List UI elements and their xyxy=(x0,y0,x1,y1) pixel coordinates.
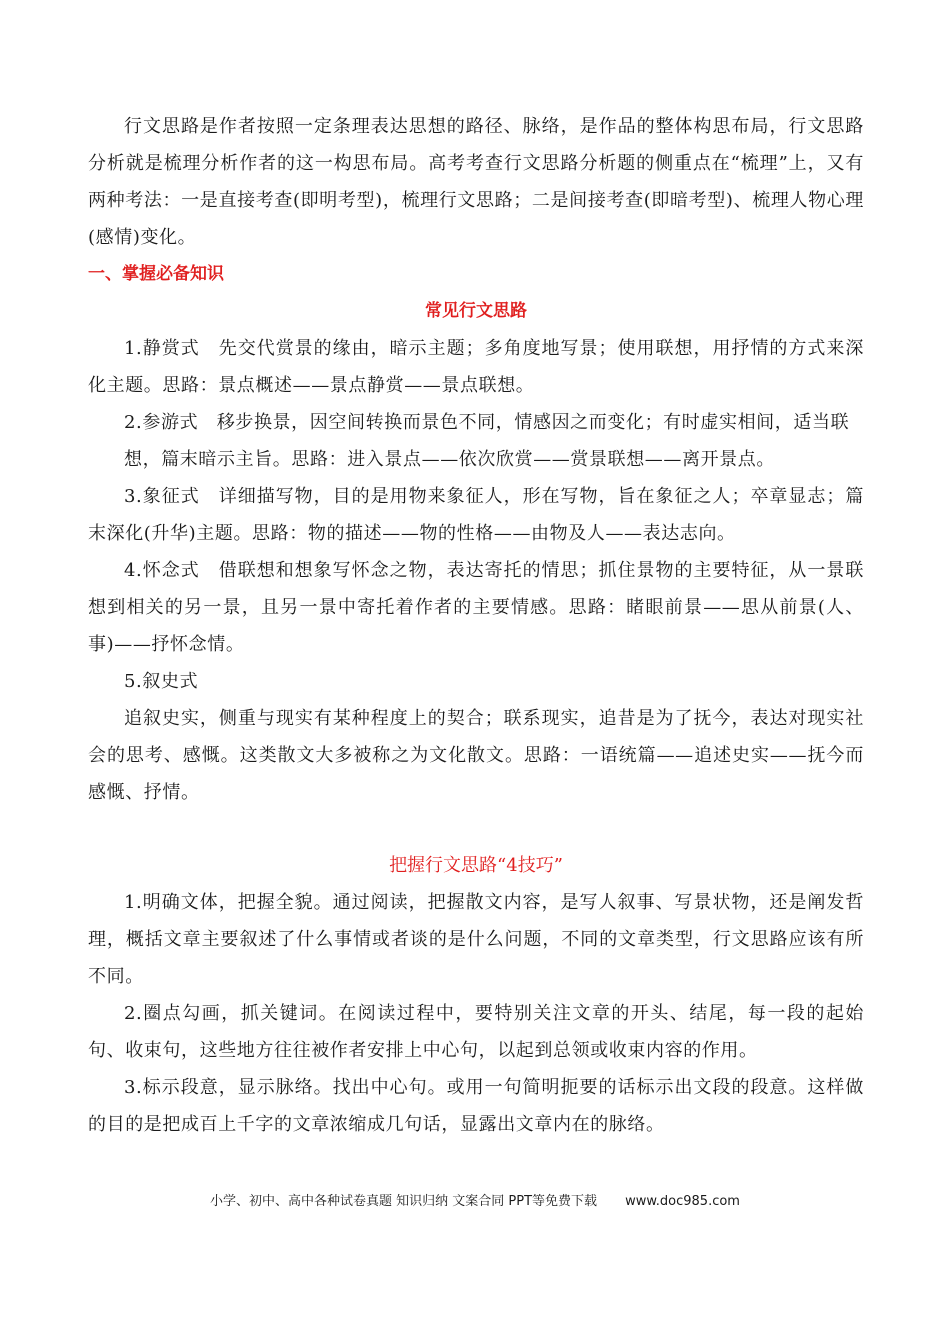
footer-url[interactable]: www.doc985.com xyxy=(625,1194,740,1209)
tip-item: 1.明确文体，把握全貌。通过阅读，把握散文内容，是写人叙事、写景状物，还是阐发哲理，概括文章主要叙述了什么事情或者谈的是什么问题，不同的文章类型，行文思路应该有所不同。 xyxy=(88,892,864,987)
pattern-item-continued: 想，篇末暗示主旨。思路：进入景点——依次欣赏——赏景联想——离开景点。 xyxy=(124,449,775,470)
pattern-item: 1.静赏式 先交代赏景的缘由，暗示主题；多角度地写景；使用联想，用抒情的方式来深化主题。思路：景点概述——景点静赏——景点联想。 xyxy=(88,338,864,396)
footer-text: 小学、初中、高中各种试卷真题 知识归纳 文案合同 PPT等免费下载 xyxy=(210,1194,598,1209)
pattern-item: 2.参游式 移步换景，因空间转换而景色不同，情感因之而变化；有时虚实相间，适当联 xyxy=(124,412,850,433)
pattern-item: 4.怀念式 借联想和想象写怀念之物，表达寄托的情思；抓住景物的主要特征，从一景联想到相关的另一景，且另一景中寄托着作者的主要情感。思路：睹眼前景——思从前景(人、事)——抒怀念情。 xyxy=(88,560,864,655)
section-heading: 一、掌握必备知识 xyxy=(88,264,224,284)
pattern-item-title: 5.叙史式 xyxy=(124,671,199,692)
pattern-item: 3.象征式 详细描写物，目的是用物来象征人，形在写物，旨在象征之人；卒章显志；篇末深化(升华)主题。思路：物的描述——物的性格——由物及人——表达志向。 xyxy=(88,486,864,544)
intro-paragraph: 行文思路是作者按照一定条理表达思想的路径、脉络，是作品的整体构思布局，行文思路分析就是梳理分析作者的这一构思布局。高考考查行文思路分析题的侧重点在“梳理”上，又有两种考法：一是直接考查(即明考型)，梳理行文思路；二是间接考查(即暗考型)、梳理人物心理(感情)变化。 xyxy=(88,116,864,248)
subheading-common-patterns: 常见行文思路 xyxy=(425,301,527,321)
subheading-tips: 把握行文思路“4技巧” xyxy=(389,855,563,876)
pattern-item-body: 追叙史实，侧重与现实有某种程度上的契合；联系现实，追昔是为了抚今，表达对现实社会的思考、感慨。这类散文大多被称之为文化散文。思路：一语统篇——追述史实——抚今而感慨、抒情。 xyxy=(88,708,864,803)
page-footer xyxy=(0,1190,950,1209)
document-body xyxy=(88,108,864,1143)
spacer xyxy=(88,811,864,847)
tip-item: 3.标示段意，显示脉络。找出中心句。或用一句简明扼要的话标示出文段的段意。这样做的目的是把成百上千字的文章浓缩成几句话，显露出文章内在的脉络。 xyxy=(88,1077,864,1135)
tip-item: 2.圈点勾画，抓关键词。在阅读过程中，要特别关注文章的开头、结尾，每一段的起始句、收束句，这些地方往往被作者安排上中心句，以起到总领或收束内容的作用。 xyxy=(88,1003,864,1061)
